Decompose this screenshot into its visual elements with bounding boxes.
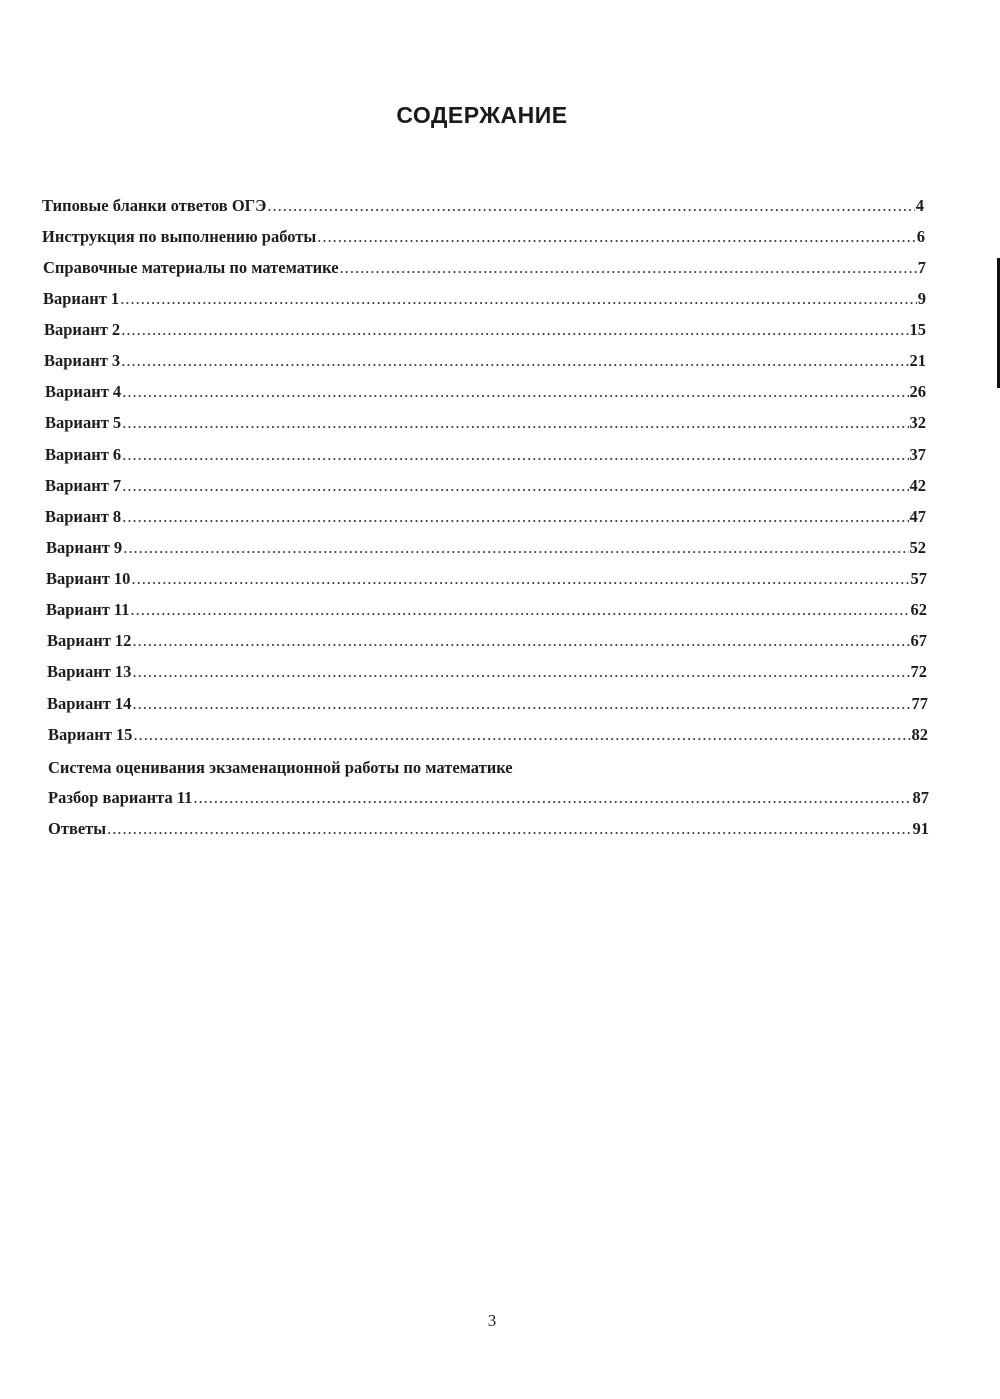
toc-entry-page: 6	[916, 227, 925, 246]
toc-entry	[45, 445, 926, 471]
toc-entry	[46, 569, 927, 595]
toc-entry	[47, 631, 927, 657]
toc-leader-dots	[122, 476, 908, 496]
toc-entry-label: Вариант 12	[47, 631, 132, 650]
toc-entry-page: 26	[909, 382, 926, 401]
toc-entry	[42, 227, 925, 253]
toc-leader-dots	[121, 351, 908, 371]
toc-entry-label: Вариант 15	[48, 725, 133, 744]
toc-entry-page: 42	[909, 476, 926, 495]
toc-entry	[45, 382, 926, 408]
toc-leader-dots	[122, 507, 908, 527]
toc-entry-page: 7	[917, 258, 926, 277]
toc-leader-dots	[121, 320, 908, 340]
toc-entry	[47, 662, 927, 688]
toc-entry-label: Вариант 8	[45, 507, 122, 526]
toc-leader-dots	[267, 196, 914, 216]
toc-entry-page: 67	[910, 631, 927, 650]
toc-leader-dots	[131, 569, 909, 589]
toc-entry-page: 82	[911, 725, 928, 744]
toc-entry-page: 4	[915, 196, 924, 215]
toc-entry-page: 21	[909, 351, 926, 370]
toc-entry	[48, 788, 929, 814]
toc-leader-dots	[122, 413, 908, 433]
toc-leader-dots	[132, 662, 909, 682]
toc-entry-label: Вариант 11	[46, 600, 130, 619]
toc-entry-label: Вариант 2	[44, 320, 121, 339]
toc-entry-label: Вариант 3	[44, 351, 121, 370]
toc-entry	[48, 758, 928, 784]
toc-leader-dots	[132, 694, 910, 714]
toc-entry-page: 52	[909, 538, 926, 557]
toc-leader-dots	[317, 227, 915, 247]
toc-leader-dots	[107, 819, 911, 839]
toc-leader-dots	[123, 538, 908, 558]
toc-entry	[48, 725, 928, 751]
toc-entry-label: Вариант 9	[46, 538, 123, 557]
toc-leader-dots	[131, 600, 910, 620]
toc-entry	[45, 507, 926, 533]
toc-entry-label: Система оценивания экзаменационной работы по математике	[48, 758, 513, 777]
toc-entry-label: Справочные материалы по математике	[43, 258, 339, 277]
toc-leader-dots	[133, 725, 910, 745]
toc-entry-label: Ответы	[48, 819, 107, 838]
toc-entry-label: Типовые бланки ответов ОГЭ	[42, 196, 267, 215]
toc-entry-page: 62	[910, 600, 927, 619]
page-number: 3	[487, 1311, 497, 1330]
toc-entry-page: 72	[910, 662, 927, 681]
toc-entry-label: Вариант 1	[43, 289, 120, 308]
toc-entry	[44, 320, 926, 346]
toc-entry	[46, 538, 926, 564]
toc-leader-dots	[132, 631, 909, 651]
toc-entry-page: 47	[909, 507, 926, 526]
toc-entry-label: Вариант 7	[45, 476, 122, 495]
toc-entry	[43, 289, 926, 315]
toc-entry	[43, 258, 926, 284]
toc-entry	[45, 476, 926, 502]
page-title: СОДЕРЖАНИЕ	[396, 102, 568, 128]
toc-entry-page: 37	[909, 445, 926, 464]
toc-entry-page: 87	[912, 788, 929, 807]
toc-leader-dots	[340, 258, 917, 278]
toc-entry-label: Вариант 4	[45, 382, 122, 401]
toc-entry-label: Вариант 10	[46, 569, 131, 588]
toc-entry	[47, 694, 928, 720]
toc-entry-label: Вариант 13	[47, 662, 132, 681]
toc-entry-label: Разбор варианта 11	[48, 788, 193, 807]
toc-leader-dots	[193, 788, 911, 808]
toc-entry	[45, 413, 926, 439]
toc-entry-page: 9	[917, 289, 926, 308]
toc-entry-page: 91	[912, 819, 929, 838]
toc-entry	[46, 600, 927, 626]
toc-entry-label: Вариант 14	[47, 694, 132, 713]
toc-entry-label: Вариант 5	[45, 413, 122, 432]
toc-entry-label: Вариант 6	[45, 445, 122, 464]
toc-leader-dots	[122, 445, 908, 465]
toc-entry	[42, 196, 924, 222]
toc-entry	[44, 351, 926, 377]
toc-entry-page: 32	[909, 413, 926, 432]
toc-entry	[48, 819, 929, 845]
toc-entry-page: 77	[911, 694, 928, 713]
toc-entry-page: 57	[910, 569, 927, 588]
toc-leader-dots	[122, 382, 908, 402]
toc-leader-dots	[120, 289, 917, 309]
toc-entry-page: 15	[909, 320, 926, 339]
toc-entry-label: Инструкция по выполнению работы	[42, 227, 317, 246]
